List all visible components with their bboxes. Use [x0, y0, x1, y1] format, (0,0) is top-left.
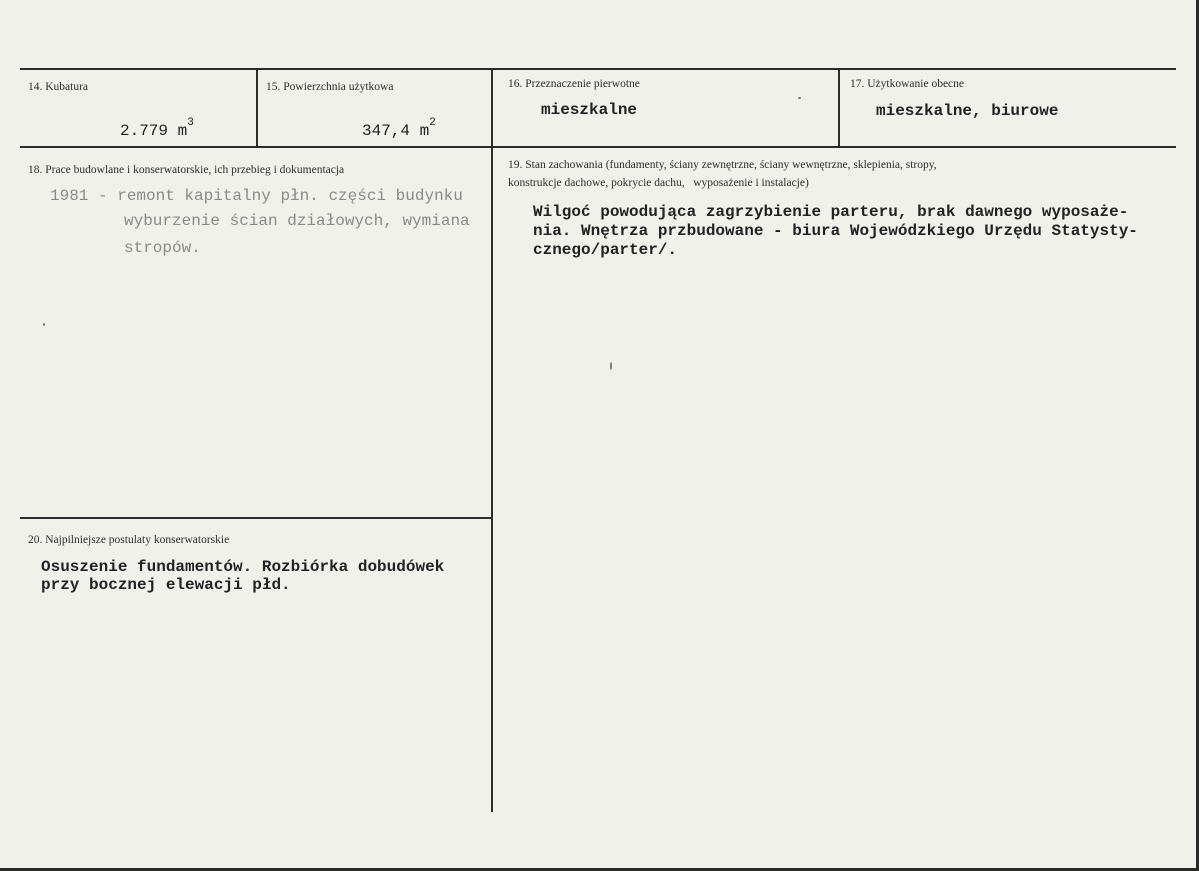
powierzchnia-label: 15. Powierzchnia użytkowa	[266, 81, 394, 93]
kubatura-exponent: 3	[187, 117, 194, 129]
przeznaczenie-label: 16. Przeznaczenie pierwotne	[508, 78, 640, 90]
kubatura-number: 2.779 m	[120, 122, 188, 140]
postulaty-line-2: przy bocznej elewacji płd.	[41, 576, 291, 594]
powierzchnia-number: 347,4 m	[362, 122, 430, 140]
kubatura-value	[120, 114, 194, 141]
scan-speck	[798, 97, 801, 99]
prace-line-1: 1981 - remont kapitalny płn. części budynku	[50, 187, 463, 205]
przeznaczenie-value: mieszkalne	[541, 101, 638, 119]
kubatura-label: 14. Kubatura	[28, 81, 89, 93]
stan-line-2: nia. Wnętrza przbudowane - biura Wojewódzkiego Urzędu Statysty-	[533, 222, 1138, 240]
stan-line-1: Wilgoć powodująca zagrzybienie parteru, brak dawnego wyposaże-	[533, 203, 1129, 221]
prace-line-2: wyburzenie ścian działowych, wymiana	[124, 212, 470, 230]
postulaty-label: 20. Najpilniejsze postulaty konserwatorskie	[28, 534, 230, 546]
postulaty-line-1: Osuszenie fundamentów. Rozbiórka dobudówek	[41, 558, 445, 576]
stan-label-line-1: 19. Stan zachowania (fundamenty, ściany zewnętrzne, ściany wewnętrzne, sklepienia, stropy,	[508, 159, 937, 171]
top-rule	[20, 68, 1176, 70]
uzytkowanie-value: mieszkalne, biurowe	[876, 102, 1059, 120]
divider-14-15	[256, 70, 258, 146]
stan-line-3: cznego/parter/.	[533, 241, 678, 259]
powierzchnia-value	[362, 114, 436, 141]
divider-16-17	[838, 70, 840, 146]
prace-label: 18. Prace budowlane i konserwatorskie, ich przebieg i dokumentacja	[28, 164, 345, 176]
powierzchnia-exponent: 2	[429, 117, 436, 129]
main-column-divider	[491, 70, 493, 812]
scan-speck	[43, 323, 45, 326]
stan-label-line-2: konstrukcje dachowe, pokrycie dachu, wyposażenie i instalacje)	[508, 177, 809, 189]
prace-line-3: stropów.	[124, 239, 201, 257]
uzytkowanie-label: 17. Użytkowanie obecne	[850, 78, 965, 90]
left-column-divider-rule	[20, 517, 492, 519]
row1-bottom-rule	[20, 146, 1176, 148]
scan-speck	[610, 362, 612, 370]
